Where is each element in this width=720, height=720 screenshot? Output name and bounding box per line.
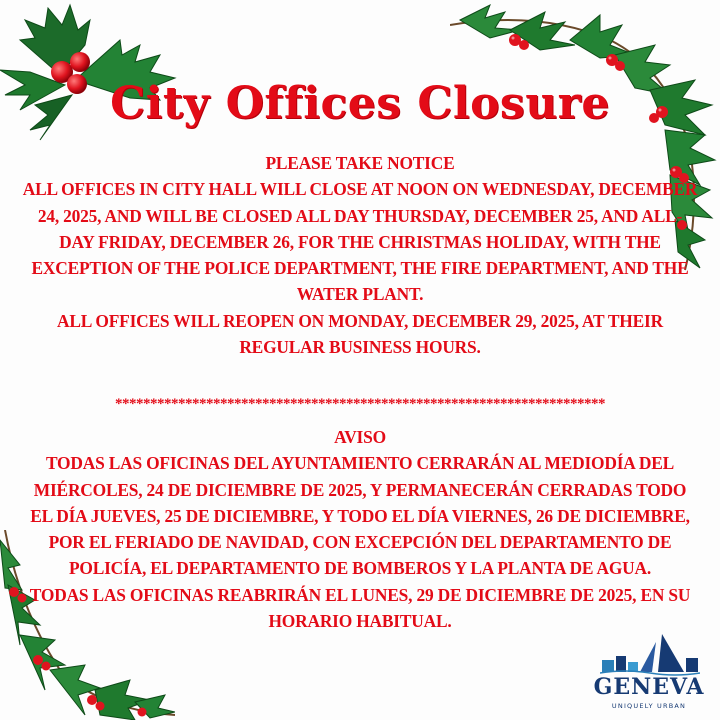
spanish-heading: AVISO <box>334 427 386 447</box>
english-notice <box>22 150 698 360</box>
geneva-logo <box>590 632 708 712</box>
english-heading: PLEASE TAKE NOTICE <box>265 153 455 173</box>
geneva-logo-text: GENEVA <box>593 674 705 700</box>
spanish-reopen: TODAS LAS OFICINAS REABRIRÁN EL LUNES, 29 DE DICIEMBRE DE 2025, EN SU HORARIO HABITUAL. <box>29 584 691 632</box>
geneva-logo-icon <box>600 632 700 676</box>
english-paragraph: ALL OFFICES IN CITY HALL WILL CLOSE AT NOON ON WEDNESDAY, DECEMBER 24, 2025, AND WILL BE CLOSED ALL DAY THURSDAY, DECEMBER 25, AND ALL-DAY FRIDAY, DECEMBER 26, FOR THE CHRISTMAS HOLIDAY, WITH THE EXCEPTION OF THE POLICE DEPARTMENT, THE FIRE DEPARTMENT, AND THE WATER PLANT. <box>22 179 698 305</box>
english-reopen: ALL OFFICES WILL REOPEN ON MONDAY, DECEMBER 29, 2025, AT THEIR REGULAR BUSINESS HOURS. <box>57 310 663 358</box>
geneva-logo-tagline: UNIQUELY URBAN <box>611 702 687 710</box>
spanish-paragraph: TODAS LAS OFICINAS DEL AYUNTAMIENTO CERRARÁN AL MEDIODÍA DEL MIÉRCOLES, 24 DE DICIEMBRE DE 2025, Y PERMANECERÁN CERRADAS TODO EL DÍA JUEVES, 25 DE DICIEMBRE, Y TODO EL DÍA VIERNES, 26 DE DICIEMBRE, POR EL FERIADO DE NAVIDAD, CON EXCEPCIÓN DEL DEPARTAMENTO DE POLICÍA, EL DEPARTAMENTO DE BOMBEROS Y LA PLANTA DE AGUA. <box>30 453 690 579</box>
spanish-notice <box>22 424 698 634</box>
page-title: City Offices Closure <box>110 78 610 129</box>
asterisk-divider: ********************************************************************** <box>115 396 605 412</box>
